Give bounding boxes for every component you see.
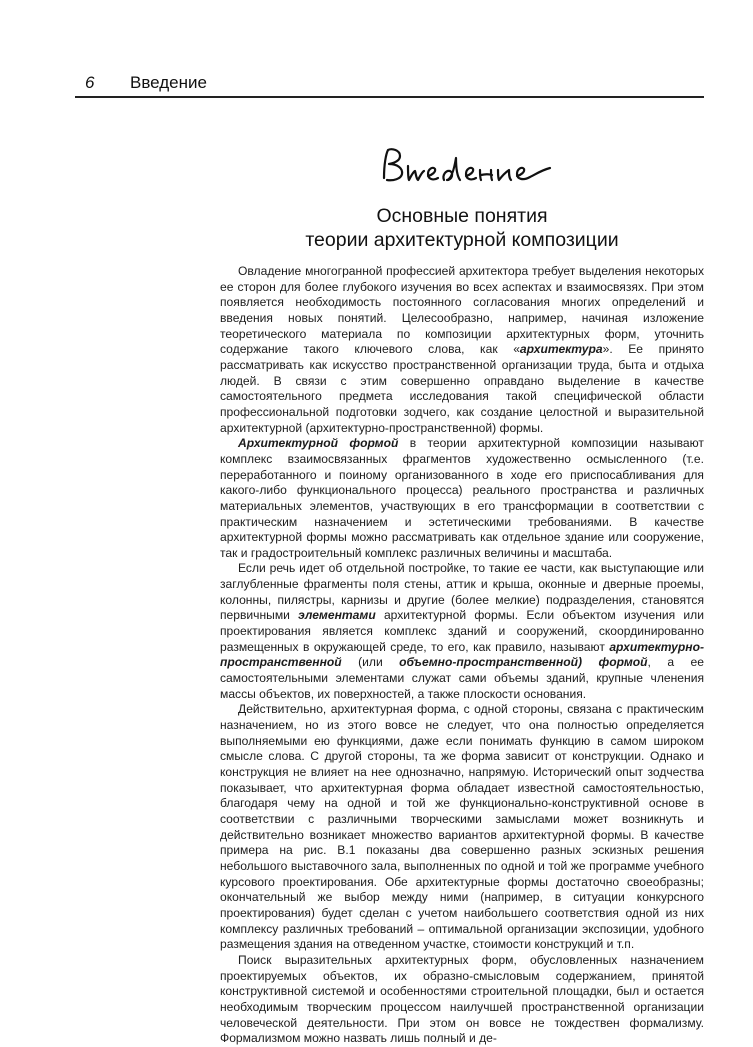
text-run: , а ее самостоятельными элементами служат сами объемы зданий, крупные членения массы объектов, их поверхностей, а также плоскости основания. — [220, 655, 704, 701]
text-run: Поиск выразительных архитектурных форм, обусловленных назначением проектируемых объектов, их образно-смысловым содержанием, принятой конструктивной системой и особенностями строительной площадки, был и остается необходимым творческим процессом наилучшей пространственной организации человеческой деятельности. При этом он вовсе не тождествен формализму. Формализмом можно назвать лишь полный и де- — [220, 952, 704, 1046]
term-emphasis: объемно-пространственной) формой — [399, 655, 648, 670]
paragraph — [220, 264, 704, 436]
text-run: в теории архитектурной композиции называют комплекс взаимосвязанных фрагментов художественно осмысленного (т.е. переработанного и поиному организованного в ходе его приспосабливания для какого-либо функционального процесса) реального пространства и различных материальных элементов, участвующих в его трансформации в соответствии с практическим назначением и эстетическими требованиями. В качестве архитектурной формы можно рассматривать как отдельное здание или сооружение, так и градостроительный комплекс различных величины и масштаба. — [220, 436, 704, 560]
term-emphasis: элементами — [298, 608, 376, 623]
section-title-line-2: теории архитектурной композиции — [305, 229, 619, 251]
section-title — [220, 204, 704, 252]
text-run: (или — [341, 655, 400, 670]
text-run: ». Ее принято рассматривать как искусство пространственной организации труда, быта и отдыха людей. В связи с этим совершенно оправдано выделение в качестве самостоятельного предмета исследования такой специфической области профессиональной подготовки зодчего, как создание целостной и выразительной архитектурной (архитектурно-пространственной) формы. — [220, 342, 704, 435]
handwritten-chapter-title-icon — [378, 140, 558, 200]
paragraph — [220, 436, 704, 561]
text-run: архитектурной формы. Если объектом изучения или проектирования является комплекс зданий и сооружений, скоординированно размещенных в окружающей среде, то его, как правило, называют — [220, 608, 704, 654]
text-run: Если речь идет об отдельной постройке, то такие ее части, как выступающие или заглубленные фрагменты поля стены, аттик и крыша, оконные и дверные проемы, колонны, пилястры, карнизы и другие (более мелкие) подразделения, становятся первичными — [220, 561, 704, 623]
page-number: 6 — [85, 73, 95, 92]
paragraph — [220, 953, 704, 1047]
term-emphasis: архитектура — [519, 342, 603, 357]
text-run: Действительно, архитектурная форма, с одной стороны, связана с практическим назначением, но из этого вовсе не следует, что она полностью определяется выполняемыми ею функциями, даже если понимать функцию в самом широком смысле слова. С другой стороны, та же форма зависит от конструкции. Однако и конструкция не влияет на нее однозначно, напрямую. Исторический опыт зодчества показывает, что архитектурная форма обладает известной самостоятельностью, благодаря чему на одной и той же функционально-конструктивной основе в соответствии с различными творческими замыслами может возникнуть и действительно возникает множество вариантов архитектурной формы. В качестве примера на рис. В.1 показаны два совершенно разных эскизных решения небольшого выставочного зала, выполненных по одной и той же программе учебного курсового проектирования. Обе архитектурные формы достаточно своеобразны; окончательный же выбор между ними (например, в ситуации конкурсного проектирования) будет сделан с учетом наибольшего соответствия одной из них комплексу различных требований – оптимальной организации экспозиции, удобного размещения здания на отведенном участке, стоимости конструкций и т.п. — [220, 702, 704, 952]
running-header — [75, 72, 704, 96]
body-text — [220, 264, 704, 1047]
term-emphasis: Архитектурной формой — [238, 436, 399, 451]
chapter-script-title — [378, 140, 558, 200]
term-emphasis: архитектурно-пространственной — [220, 639, 704, 670]
paragraph — [220, 702, 704, 953]
header-rule — [75, 96, 704, 98]
running-title: Введение — [130, 73, 207, 92]
section-title-line-1: Основные понятия — [376, 205, 548, 227]
paragraph — [220, 561, 704, 702]
text-run: Овладение многогранной профессией архитектора требует выделения некоторых ее сторон для более глубокого изучения во всех аспектах и взаимосвязях. При этом появляется необходимость постоянного согласования многих определений и введения новых понятий. Целесообразно, например, начиная изложение теоретического материала по композиции архитектурных форм, уточнить содержание такого ключевого слова, как « — [220, 264, 704, 357]
